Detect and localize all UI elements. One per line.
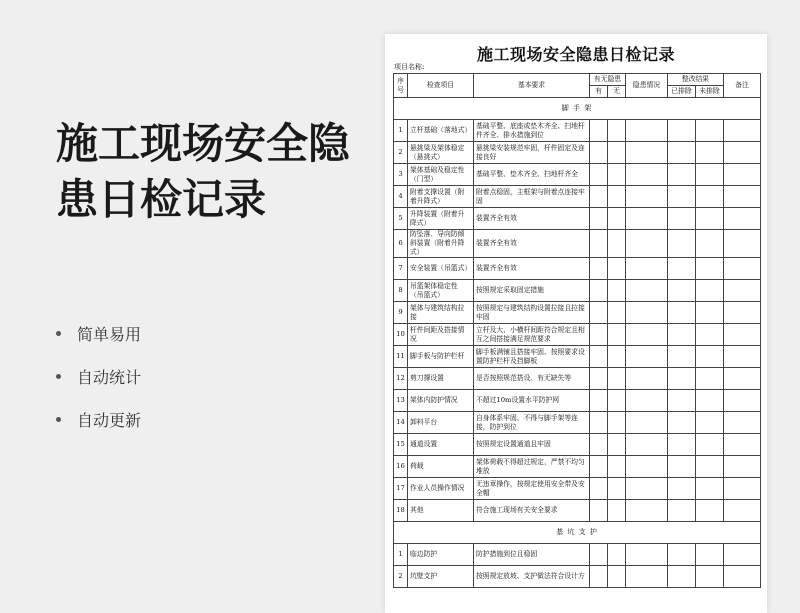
check-item: 架体内防护情况 (408, 390, 474, 412)
hazard-detail-cell (626, 500, 668, 522)
unresolved-cell (696, 500, 724, 522)
check-item: 杆件间距及搭接情况 (408, 324, 474, 346)
basic-requirement: 基础平整、底座或垫木齐全、扫地杆件齐全、排水措施到位 (474, 120, 590, 142)
table-row (394, 346, 761, 368)
row-number: 5 (394, 208, 408, 230)
row-number: 6 (394, 230, 408, 258)
section-title: 基 坑 支 护 (394, 522, 761, 544)
resolved-cell (668, 324, 696, 346)
basic-requirement: 无违章操作，按规定使用安全带及安全帽 (474, 478, 590, 500)
hazard-yes-cell (590, 478, 608, 500)
row-number: 3 (394, 164, 408, 186)
header-rectification: 整改结果 (668, 74, 724, 86)
check-item: 悬挑梁及架体稳定（悬挑式） (408, 142, 474, 164)
row-number: 16 (394, 456, 408, 478)
remarks-cell (724, 434, 761, 456)
table-row (394, 164, 761, 186)
hazard-detail-cell (626, 120, 668, 142)
hazard-no-cell (608, 566, 626, 588)
unresolved-cell (696, 302, 724, 324)
hazard-detail-cell (626, 544, 668, 566)
row-number: 18 (394, 500, 408, 522)
basic-requirement: 装置齐全有效 (474, 208, 590, 230)
unresolved-cell (696, 434, 724, 456)
resolved-cell (668, 544, 696, 566)
hazard-no-cell (608, 478, 626, 500)
hazard-yes-cell (590, 500, 608, 522)
row-number: 15 (394, 434, 408, 456)
hazard-yes-cell (590, 346, 608, 368)
remarks-cell (724, 230, 761, 258)
basic-requirement: 按照规定采取固定措施 (474, 280, 590, 302)
resolved-cell (668, 186, 696, 208)
hazard-yes-cell (590, 390, 608, 412)
remarks-cell (724, 186, 761, 208)
feature-label: 简单易用 (77, 325, 142, 344)
hazard-detail-cell (626, 390, 668, 412)
resolved-cell (668, 208, 696, 230)
resolved-cell (668, 164, 696, 186)
row-number: 14 (394, 412, 408, 434)
header-item: 检查项目 (408, 74, 474, 98)
hazard-no-cell (608, 120, 626, 142)
header-no-hazard: 无 (608, 86, 626, 98)
hazard-no-cell (608, 302, 626, 324)
unresolved-cell (696, 230, 724, 258)
feature-label: 自动统计 (77, 368, 142, 387)
feature-item (56, 398, 141, 441)
promo-title-line-2: 患日检记录 (56, 175, 267, 224)
table-row (394, 478, 761, 500)
hazard-detail-cell (626, 412, 668, 434)
row-number: 9 (394, 302, 408, 324)
remarks-cell (724, 324, 761, 346)
basic-requirement: 自身体系牢固、不得与脚手架等连接，防护到位 (474, 412, 590, 434)
hazard-yes-cell (590, 186, 608, 208)
hazard-no-cell (608, 346, 626, 368)
hazard-no-cell (608, 142, 626, 164)
hazard-no-cell (608, 258, 626, 280)
table-row (394, 280, 761, 302)
hazard-detail-cell (626, 434, 668, 456)
table-row (394, 230, 761, 258)
remarks-cell (724, 164, 761, 186)
table-row (394, 368, 761, 390)
table-row (394, 258, 761, 280)
table-row (394, 324, 761, 346)
basic-requirement: 装置齐全有效 (474, 230, 590, 258)
basic-requirement: 防护措施到位且稳固 (474, 544, 590, 566)
project-name-label: 项目名称: (394, 63, 425, 71)
unresolved-cell (696, 412, 724, 434)
hazard-no-cell (608, 164, 626, 186)
basic-requirement: 基础平整、垫木齐全、扫地杆齐全 (474, 164, 590, 186)
hazard-detail-cell (626, 456, 668, 478)
check-item: 临边防护 (408, 544, 474, 566)
bullet-icon (56, 417, 61, 422)
remarks-cell (724, 346, 761, 368)
hazard-detail-cell (626, 208, 668, 230)
header-requirement: 基本要求 (474, 74, 590, 98)
check-item: 剪刀撑设置 (408, 368, 474, 390)
row-number: 8 (394, 280, 408, 302)
hazard-detail-cell (626, 346, 668, 368)
promo-title-line-1: 施工现场安全隐 (56, 119, 351, 168)
section-row (394, 522, 761, 544)
hazard-yes-cell (590, 368, 608, 390)
check-item: 架体基础及稳定性（门型） (408, 164, 474, 186)
header-hazard-detail: 隐患情况 (626, 74, 668, 98)
check-item: 立杆基础（落地式） (408, 120, 474, 142)
unresolved-cell (696, 120, 724, 142)
row-number: 1 (394, 544, 408, 566)
basic-requirement: 不超过10m设置水平防护网 (474, 390, 590, 412)
feature-list (56, 312, 141, 441)
resolved-cell (668, 434, 696, 456)
remarks-cell (724, 280, 761, 302)
table-row (394, 434, 761, 456)
basic-requirement: 符合施工现场有关安全要求 (474, 500, 590, 522)
check-item: 坑壁支护 (408, 566, 474, 588)
table-row (394, 566, 761, 588)
remarks-cell (724, 302, 761, 324)
basic-requirement: 立杆及大、小横杆间距符合规定且相互之间搭接满足规范要求 (474, 324, 590, 346)
table-row (394, 412, 761, 434)
table-row (394, 120, 761, 142)
basic-requirement: 附着点稳固，主框架与附着点连接牢固 (474, 186, 590, 208)
hazard-no-cell (608, 500, 626, 522)
row-number: 17 (394, 478, 408, 500)
inspection-table-body (394, 98, 761, 588)
promo-title (56, 116, 366, 228)
check-item: 作业人员操作情况 (408, 478, 474, 500)
check-item: 升降装置（附着升降式） (408, 208, 474, 230)
resolved-cell (668, 142, 696, 164)
hazard-no-cell (608, 230, 626, 258)
hazard-yes-cell (590, 412, 608, 434)
hazard-detail-cell (626, 280, 668, 302)
row-number: 2 (394, 566, 408, 588)
row-number: 2 (394, 142, 408, 164)
header-done: 已排除 (668, 86, 696, 98)
resolved-cell (668, 368, 696, 390)
hazard-yes-cell (590, 566, 608, 588)
header-yes: 有 (590, 86, 608, 98)
unresolved-cell (696, 164, 724, 186)
bullet-icon (56, 374, 61, 379)
check-item: 安全装置（吊篮式） (408, 258, 474, 280)
basic-requirement: 脚手板满铺且搭接牢固、按照要求设置防护栏杆及挡脚板 (474, 346, 590, 368)
remarks-cell (724, 412, 761, 434)
hazard-detail-cell (626, 324, 668, 346)
resolved-cell (668, 120, 696, 142)
unresolved-cell (696, 280, 724, 302)
remarks-cell (724, 142, 761, 164)
table-row (394, 544, 761, 566)
basic-requirement: 架体荷载不得超过规定，严禁不均匀堆放 (474, 456, 590, 478)
hazard-yes-cell (590, 120, 608, 142)
resolved-cell (668, 258, 696, 280)
resolved-cell (668, 566, 696, 588)
remarks-cell (724, 456, 761, 478)
hazard-yes-cell (590, 544, 608, 566)
table-row (394, 302, 761, 324)
check-item: 卸料平台 (408, 412, 474, 434)
remarks-cell (724, 258, 761, 280)
hazard-detail-cell (626, 164, 668, 186)
unresolved-cell (696, 258, 724, 280)
section-title: 脚 手 架 (394, 98, 761, 120)
hazard-no-cell (608, 368, 626, 390)
hazard-detail-cell (626, 186, 668, 208)
hazard-no-cell (608, 280, 626, 302)
hazard-yes-cell (590, 230, 608, 258)
row-number: 7 (394, 258, 408, 280)
hazard-yes-cell (590, 258, 608, 280)
unresolved-cell (696, 456, 724, 478)
resolved-cell (668, 280, 696, 302)
basic-requirement: 是否按照规范搭设、有无缺失等 (474, 368, 590, 390)
resolved-cell (668, 346, 696, 368)
row-number: 4 (394, 186, 408, 208)
bullet-icon (56, 331, 61, 336)
table-row (394, 142, 761, 164)
basic-requirement: 按照规定与建筑结构设置拉接且拉接牢固 (474, 302, 590, 324)
hazard-no-cell (608, 456, 626, 478)
unresolved-cell (696, 142, 724, 164)
basic-requirement: 装置齐全有效 (474, 258, 590, 280)
table-row (394, 456, 761, 478)
row-number: 12 (394, 368, 408, 390)
unresolved-cell (696, 368, 724, 390)
resolved-cell (668, 412, 696, 434)
hazard-no-cell (608, 186, 626, 208)
hazard-yes-cell (590, 208, 608, 230)
hazard-yes-cell (590, 280, 608, 302)
table-row (394, 390, 761, 412)
check-item: 通道设置 (408, 434, 474, 456)
header-hazard-present: 有无隐患 (590, 74, 626, 86)
unresolved-cell (696, 346, 724, 368)
resolved-cell (668, 456, 696, 478)
feature-label: 自动更新 (77, 411, 142, 430)
basic-requirement: 悬挑梁安装规范牢固，杆件固定及连接良好 (474, 142, 590, 164)
hazard-detail-cell (626, 142, 668, 164)
resolved-cell (668, 478, 696, 500)
remarks-cell (724, 500, 761, 522)
hazard-yes-cell (590, 142, 608, 164)
hazard-detail-cell (626, 258, 668, 280)
table-row (394, 208, 761, 230)
remarks-cell (724, 208, 761, 230)
hazard-detail-cell (626, 230, 668, 258)
resolved-cell (668, 390, 696, 412)
row-number: 1 (394, 120, 408, 142)
hazard-detail-cell (626, 478, 668, 500)
unresolved-cell (696, 478, 724, 500)
hazard-detail-cell (626, 566, 668, 588)
remarks-cell (724, 566, 761, 588)
resolved-cell (668, 230, 696, 258)
resolved-cell (668, 500, 696, 522)
sheet-title: 施工现场安全隐患日检记录 (476, 45, 675, 64)
hazard-yes-cell (590, 164, 608, 186)
check-item: 防坠落、导向防倾斜装置（附着升降式） (408, 230, 474, 258)
check-item: 脚手板与防护栏杆 (408, 346, 474, 368)
hazard-detail-cell (626, 368, 668, 390)
hazard-no-cell (608, 434, 626, 456)
header-not-done: 未排除 (696, 86, 724, 98)
remarks-cell (724, 368, 761, 390)
unresolved-cell (696, 208, 724, 230)
hazard-yes-cell (590, 434, 608, 456)
header-remarks: 备注 (724, 74, 761, 98)
remarks-cell (724, 544, 761, 566)
unresolved-cell (696, 544, 724, 566)
hazard-yes-cell (590, 324, 608, 346)
unresolved-cell (696, 324, 724, 346)
inspection-table (393, 73, 761, 588)
basic-requirement: 按照规定设置通道且牢固 (474, 434, 590, 456)
remarks-cell (724, 478, 761, 500)
hazard-yes-cell (590, 302, 608, 324)
remarks-cell (724, 390, 761, 412)
hazard-detail-cell (626, 302, 668, 324)
basic-requirement: 按照规定放坡、支护做法符合设计方 (474, 566, 590, 588)
hazard-no-cell (608, 544, 626, 566)
hazard-no-cell (608, 390, 626, 412)
unresolved-cell (696, 186, 724, 208)
table-row (394, 500, 761, 522)
check-item: 架体与建筑结构拉接 (408, 302, 474, 324)
row-number: 11 (394, 346, 408, 368)
check-item: 其他 (408, 500, 474, 522)
feature-item (56, 312, 141, 355)
row-number: 13 (394, 390, 408, 412)
remarks-cell (724, 120, 761, 142)
row-number: 10 (394, 324, 408, 346)
check-item: 吊篮架体稳定性（吊篮式） (408, 280, 474, 302)
check-item: 荷载 (408, 456, 474, 478)
section-row (394, 98, 761, 120)
table-row (394, 186, 761, 208)
header-no: 序号 (394, 74, 408, 98)
feature-item (56, 355, 141, 398)
checklist-sheet-preview (385, 34, 767, 613)
hazard-no-cell (608, 412, 626, 434)
unresolved-cell (696, 390, 724, 412)
hazard-no-cell (608, 324, 626, 346)
resolved-cell (668, 302, 696, 324)
check-item: 附着支撑设置（附着升降式） (408, 186, 474, 208)
unresolved-cell (696, 566, 724, 588)
hazard-no-cell (608, 208, 626, 230)
hazard-yes-cell (590, 456, 608, 478)
